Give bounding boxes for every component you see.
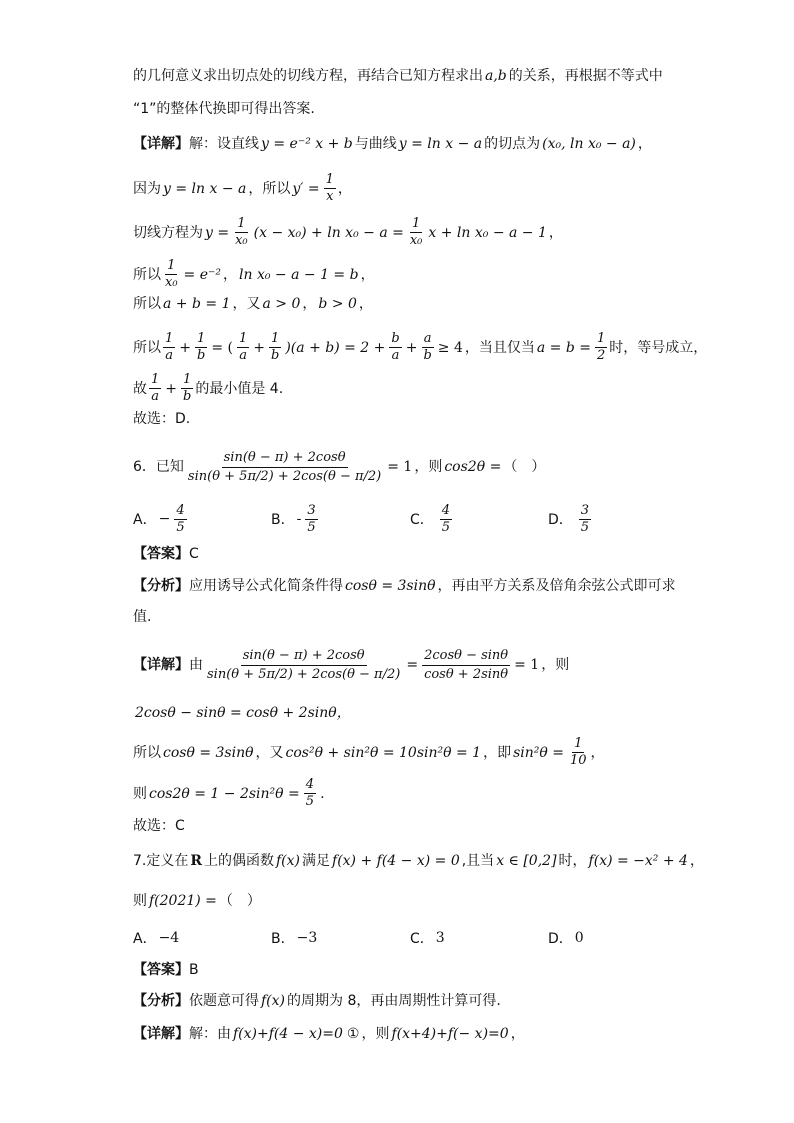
choice-b: B． - $\frac{3}{5}$ [271,502,316,535]
math: = ( [211,339,233,356]
fraction: $\frac{2\cos\theta - \sin\theta}{\cos\theta + 2\sin\theta}$ [424,647,509,682]
math: a,b [485,68,507,84]
math: f(2021) = [149,893,217,909]
math: R [190,853,202,869]
choice-d: D． 0 [548,930,584,947]
math: y = [205,224,230,241]
math: b > 0 [318,296,357,312]
fraction: $\frac{4}{5}$ [305,777,315,809]
math: f(x+4)+f(− x)=0 [391,1026,509,1042]
text-line: “1”的整体代换即可得出答案. [133,101,315,117]
text-line: 切线方程为 y = $\frac{1}{\text{x₀}}$ (x − x₀) + ln x₀ − a = $\frac{1}{\text{x₀}}$ x + ln x₀ − a − 1 ， [133,216,563,248]
text-line: 故选：D. [133,411,191,427]
section-tag: 【分析】 [133,578,189,594]
section-tag: 【详解】 [133,136,189,152]
fraction: $\frac{1}{x}$ [325,172,334,204]
choice-a: A． − $\frac{4}{5}$ [133,502,185,535]
fraction: $\frac{1}{\text{x₀}}$ [165,258,178,290]
fraction: $\frac{a}{b}$ [423,331,432,363]
math: x + ln x₀ − a − 1 [428,224,547,241]
detail-7: 【详解】 解：由 f(x)+f(4 − x)=0 ① ，则 f(x+4)+f(− x)=0 ， [133,1026,525,1042]
section-tag: 【答案】 [133,546,189,562]
math: (x₀, ln x₀ − a) [542,136,636,152]
answer-6: 【答案】 C [133,546,199,562]
fraction: $\frac{\sin(\theta - \pi) + 2\cos\theta}{\sin(\theta + 5\pi/2) + 2\cos(\theta - \pi/2)}$ [207,647,401,682]
math: cos2θ = [444,459,502,475]
math: a > 0 [262,296,301,312]
fraction: $\frac{1}{10}$ [570,736,587,768]
math: ln x₀ − a − 1 = b [239,266,359,283]
math: f(x) [261,993,286,1009]
text-line: 则 f(2021) = （ ） [133,893,261,909]
section-tag: 【详解】 [133,1026,189,1042]
math: f(x) + f(4 − x) = 0 [332,853,460,869]
math: sin²θ = [513,744,564,761]
math: f(x) [276,853,301,869]
text-line: 的几何意义求出切点处的切线方程，再结合已知方程求出 a,b 的关系，再根据不等式中 [133,68,663,84]
analysis-6: 【分析】 应用诱导公式化简条件得 cosθ = 3sinθ ，再由平方关系及倍角余弦公式即可求 [133,578,676,594]
fraction: $\frac{1}{b}$ [271,331,280,363]
question-7-choices [133,925,693,951]
text-line: 所以 $\frac{1}{a}$ + $\frac{1}{b}$ = ( $\frac{1}{a}$ + $\frac{1}{b}$ )(a + b) = 2 + $\frac{b}{a}$ + $\frac{a}{b}$ ≥ 4 ，当且仅当 a = b = $\frac{1}{2}$ 时，等号成立， [133,331,708,363]
text-line: 故 $\frac{1}{a}$ + $\frac{1}{b}$ 的最小值是 4. [133,372,284,404]
text-line: 因为 y = ln x − a ，所以 y′ = $\frac{1}{x}$ ， [133,172,352,204]
circled-one-icon: ① [346,1026,360,1042]
fraction: $\frac{1}{2}$ [597,331,606,363]
math: x ∈ [0,2] [496,853,557,869]
math: ≥ 4 [437,339,463,356]
math: a = b = [536,339,591,356]
math: cos²θ + sin²θ = 10sin²θ = 1 [285,744,482,761]
fraction: $\frac{1}{\text{x₀}}$ [235,216,248,248]
math: y′ = [292,180,320,197]
math: f(x)+f(4 − x)=0 [233,1026,343,1042]
fraction: $\frac{4}{5}$ [441,502,451,535]
detail-6: 【详解】 由 $\frac{\sin(\theta - \pi) + 2\cos\theta}{\sin(\theta + 5\pi/2) + 2\cos(\theta - \pi/2)}$ = $\frac{2\cos\theta - \sin\theta}{\cos\theta + 2\sin\theta}$ = 1 ，则 [133,647,570,682]
math: a + b = 1 [163,296,231,312]
text-line: 所以 a + b = 1 ，又 a > 0 ， b > 0 ， [133,296,373,312]
fraction: $\frac{1}{\text{x₀}}$ [409,216,423,248]
math: f(x) = −x² + 4 [588,853,688,869]
math: cos2θ = 1 − 2sin²θ = [149,785,300,802]
fraction: $\frac{1}{b}$ [197,331,206,363]
fraction: $\frac{4}{5}$ [176,502,185,535]
text-line: 【详解】 解：设直线 y = e⁻² x + b 与曲线 y = ln x − a 的切点为 (x₀, ln x₀ − a) ， [133,136,652,152]
math: )(a + b) = 2 + [285,339,386,356]
choice-d: D． $\frac{3}{5}$ [548,502,590,535]
section-tag: 【详解】 [133,657,189,673]
choice-c: C． $\frac{4}{5}$ [410,502,451,535]
answer-7: 【答案】 B [133,962,199,978]
math: = e⁻² [183,266,222,283]
math: 2cosθ − sinθ = cosθ + 2sinθ， [135,705,351,721]
fraction: $\frac{3}{5}$ [580,502,590,535]
text-line [133,703,674,723]
fraction: $\frac{3}{5}$ [307,502,316,535]
math: y = e⁻² x + b [261,136,353,152]
text-line: 则 cos2θ = 1 − 2sin²θ = $\frac{4}{5}$ . [133,777,325,809]
math: y = ln x − a [163,180,247,197]
question-6: 6． 已知 $\frac{\sin(\theta - \pi) + 2\cos\theta}{\sin(\theta + 5\pi/2) + 2\cos(\theta - \pi/2)}$ = 1 ，则 cos2θ = （ ） [133,449,546,484]
choice-b: B． −3 [271,930,318,947]
math: cosθ = 3sinθ [163,744,254,761]
text-line: 值. [133,609,152,625]
fraction: $\frac{1}{b}$ [183,372,192,404]
choice-c: C． 3 [410,930,445,947]
text-line: 所以 $\frac{1}{\text{x₀}}$ = e⁻² ， ln x₀ − a − 1 = b ， [133,258,375,290]
section-tag: 【分析】 [133,993,189,1009]
fraction: $\frac{\sin(\theta - \pi) + 2\cos\theta}{\sin(\theta + 5\pi/2) + 2\cos(\theta - \pi/2)}$ [187,449,382,484]
math: = 1 [387,459,413,475]
math: = 1 [514,657,540,673]
math: cosθ = 3sinθ [345,578,436,594]
fraction: $\frac{1}{a}$ [165,331,174,363]
text-line: 故选：C [133,818,185,834]
question-6-choices [133,502,693,535]
fraction: $\frac{1}{a}$ [151,372,160,404]
section-tag: 【答案】 [133,962,189,978]
fraction: $\frac{1}{a}$ [239,331,248,363]
math: (x − x₀) + ln x₀ − a = [253,224,404,241]
question-7: 7.定义在 R 上的偶函数 f(x) 满足 f(x) + f(4 − x) = 0 ,且当 x ∈ [0,2] 时， f(x) = −x² + 4 ， [133,853,704,869]
analysis-7: 【分析】 依题意可得 f(x) 的周期为 8，再由周期性计算可得. [133,993,501,1009]
text-line: 所以 cosθ = 3sinθ ，又 cos²θ + sin²θ = 10sin²θ = 1 ，即 sin²θ = $\frac{1}{10}$ ， [133,736,605,768]
choice-a: A． −4 [133,930,180,947]
math: y = ln x − a [398,136,483,152]
fraction: $\frac{b}{a}$ [391,331,400,363]
